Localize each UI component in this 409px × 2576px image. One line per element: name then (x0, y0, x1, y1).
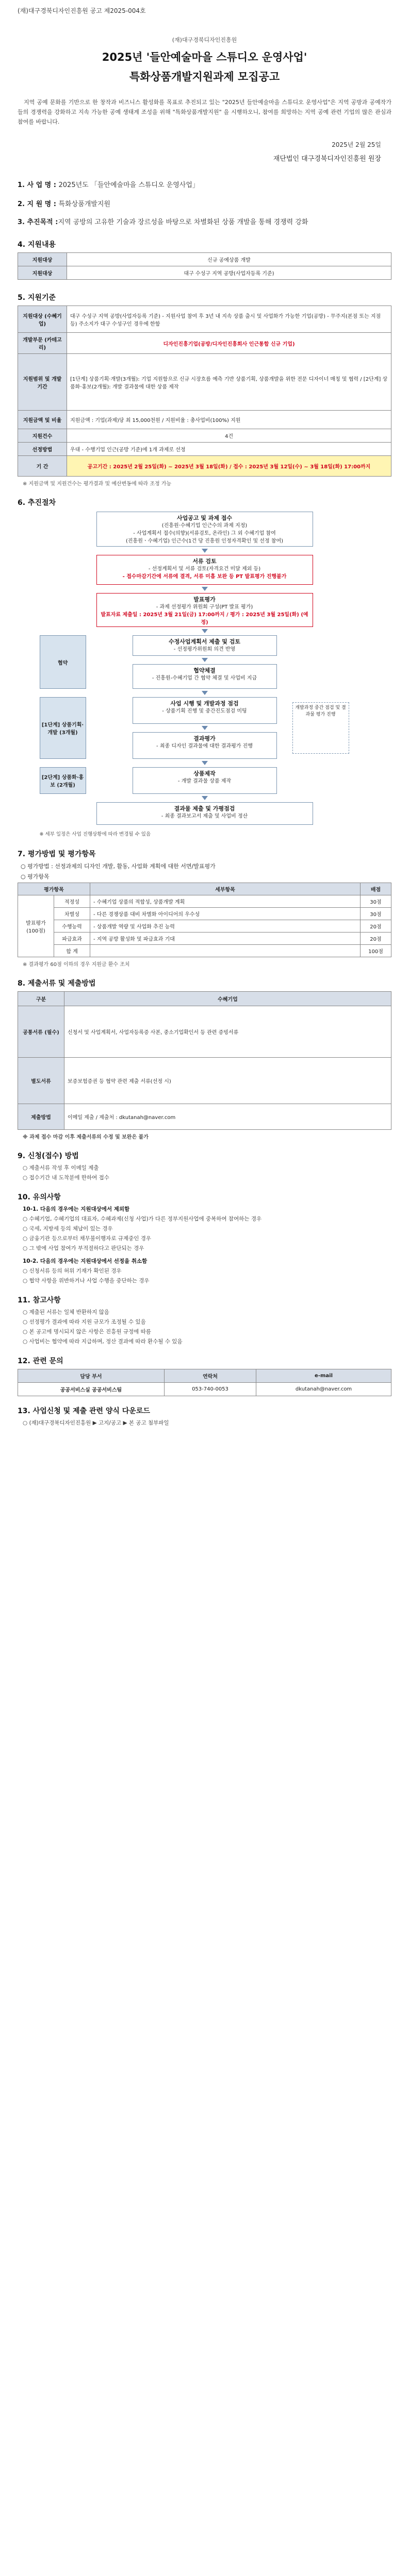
table-row: 수행능력 - 상품개발 역량 및 사업화 추진 능력 20점 (18, 920, 391, 933)
caution-item: ○ 금융기관 등으로부터 채무불이행자로 규제중인 경우 (23, 1235, 151, 1242)
flow-side-stage2: [2단계] 상품화·홍보 (2개월) (40, 767, 86, 794)
table-row: 공공서비스실 공공서비스팀 053-740-0053 dkutanah@naver.com (18, 1383, 391, 1396)
section-3: 3. 추진목적 : 지역 공방의 고유한 기술과 장르성을 바탕으로 차별화된 상품 개발을 통해 경쟁력 강화 (18, 217, 391, 228)
table-row: 지원금액 및 비율 지원금액 : 기업(과제)당 최 15,000천원 / 지원비율 : 총사업비(100%) 지원 (18, 411, 391, 429)
table-row: 제출방법 이메일 제출 / 제출처 : dkutanah@naver.com (18, 1104, 391, 1130)
table-row: 공통서류 (필수) 신청서 및 사업계획서, 사업자등록증 사본, 중소기업확인서 등 관련 증빙서류 (18, 1006, 391, 1058)
table-row: 지원대상 신규 공예상품 개발 (18, 253, 391, 266)
table-row: 기 간 공고기간 : 2025년 2월 25일(화) ~ 2025년 3월 18일(화) / 접수 : 2025년 3월 12일(수) ~ 3월 18일(화) 17:00까지 (18, 456, 391, 477)
table-row: 별도서류 보증보험증권 등 협약 관련 제출 서류(선정 시) (18, 1058, 391, 1104)
section-5-title: 5. 지원기준 (18, 294, 56, 302)
criteria-table (18, 306, 391, 477)
flow-arrow (202, 629, 208, 633)
intro-paragraph: 지역 공예 문화를 기반으로 한 창작과 비즈니스 활성화를 목표로 추진되고 있는 "2025년 들안예술마을 스튜디오 운영사업"은 지역 공방과 공예작가들의 경쟁력을 강화하고 지속 가능한 공예 생태계 조성을 위해 "특화상품개발지원" 을 시행하오니, 참여를 희망하는 지역 공예 관련 기업의 많은 관심과 참여를 바랍니다. (18, 99, 391, 125)
section-4-title: 4. 지원내용 (18, 241, 56, 249)
flow-step-final-report: 결과물 제출 및 가평점검 - 최종 결과보고서 제출 및 사업비 정산 (96, 802, 313, 825)
flow-side-agreement: 협약 (40, 635, 86, 689)
caution-item: ○ 신청서류 등의 허위 기재가 확인된 경우 (23, 1268, 122, 1274)
flow-footnote: ※ 세부 일정은 사업 진행상황에 따라 변경될 수 있음 (39, 832, 151, 837)
section-1-value: 2025년도 「들안예술마을 스튜디오 운영사업」 (58, 181, 199, 189)
table-header-row: 구분 수혜기업 (18, 992, 391, 1006)
support-table (18, 252, 391, 280)
flow-step-contract: 협약체결 - 진흥원-수혜기업 간 협약 체결 및 사업비 지급 (133, 664, 277, 689)
table-row: 지원건수 4건 (18, 429, 391, 443)
evaluation-method: ○ 평가방법 : 선정과제의 디자인 개발, 활동, 사업화 계획에 대한 서면/발표평가 (21, 863, 216, 870)
reference-item: ○ 제출된 서류는 일체 반환하지 않음 (23, 1309, 109, 1315)
flow-arrow (202, 549, 208, 553)
caution-item: ○ 국세, 지방세 등의 체납이 있는 경우 (23, 1226, 113, 1232)
flow-arrow (202, 796, 208, 800)
documents-table (18, 991, 391, 1130)
flow-step-document-review: 서류 검토 - 선정계획서 및 서류 검토(자격요건 미달 제외 등) - 접수마감기간에 서류에 결격, 서류 미흡 보완 등 PT 발표평가 진행불가 (96, 555, 313, 585)
section-2: 2. 지 원 명 : 특화상품개발지원 (18, 200, 110, 208)
section-6-title: 6. 추진절차 (18, 499, 56, 507)
section-9-title: 9. 신청(접수) 방법 (18, 1152, 79, 1160)
flow-check-note: 개발과정 중간 점검 및 결과물 평가 진행 (292, 702, 349, 754)
notice-number: (재)대구경북디자인진흥원 공고 제2025-004호 (18, 7, 146, 14)
contact-table (18, 1369, 391, 1396)
flow-step-presentation: 발표평가 - 과제 선정평가 위원회 구성(PT 발표 평가) 발표자료 제출일 : 2025년 3월 21일(금) 17:00까지 / 평가 : 2025년 3월 25일(화) (예정) (96, 593, 313, 627)
caution-item: ○ 그 밖에 사업 참여가 부적절하다고 판단되는 경우 (23, 1245, 144, 1251)
reference-item: ○ 선정평가 결과에 따라 지원 규모가 조정될 수 있음 (23, 1319, 146, 1325)
table-row: 지원대상 대구 수성구 지역 공방(사업자등록 기준) (18, 266, 391, 280)
caution-item: ○ 수혜기업, 수혜기업의 대표자, 수혜과제(신청 사업)가 다른 정부지원사업에 중복하여 참여하는 경우 (23, 1216, 262, 1222)
download-line[interactable]: ○ (재)대구경북디자인진흥원 ▶ 고지/공고 ▶ 본 공고 첨부파일 (23, 1420, 169, 1426)
caution-heading: 10-2. 다음의 경우에는 지원대상에서 선정을 취소함 (23, 1258, 148, 1264)
flow-side-stage1: [1단계] 상품기획·개발 (3개월) (40, 697, 86, 759)
application-line: ○ 제출서류 작성 후 이메일 제출 (23, 1165, 99, 1171)
flow-step-execution: 사업 시행 및 개발과정 점검 - 상품기획 진행 및 중간진도점검 미팅 (133, 697, 277, 724)
section-11-title: 11. 참고사항 (18, 1296, 61, 1304)
section-3-value: 지역 공방의 고유한 기술과 장르성을 바탕으로 차별화된 상품 개발을 통해 경쟁력 강화 (58, 218, 308, 226)
section-10-title: 10. 유의사항 (18, 1193, 61, 1201)
flow-arrow (202, 587, 208, 591)
table-row: 파급효과 - 지역 공방 활성화 및 파급효과 기대 20점 (18, 933, 391, 945)
caution-heading: 10-1. 다음의 경우에는 지원대상에서 제외함 (23, 1206, 130, 1212)
section-12-title: 12. 관련 문의 (18, 1357, 63, 1365)
flow-arrow (202, 691, 208, 695)
page-title-line2: 특화상품개발지원과제 모집공고 (129, 71, 280, 83)
criteria-note: ※ 지원금액 및 지원건수는 평가결과 및 예산변동에 따라 조정 가능 (23, 481, 172, 487)
evaluation-table (18, 883, 391, 957)
flow-step-announce: 사업공고 및 과제 접수 (진흥원·수혜기업 인근수의 과제 지정) - 사업계획서 접수(의향)(서류검토, 온라인) 그 외 수혜기업 참여 (진흥원ㆍ수혜기업) 인근수(1건 당 진흥원 인정자격확인 및 선정 참여) (96, 512, 313, 547)
section-7-title: 7. 평가방법 및 평가항목 (18, 850, 96, 858)
evaluation-items-title: ○ 평가항목 (21, 873, 50, 880)
contact-email-link[interactable]: dkutanah@naver.com (256, 1383, 391, 1396)
table-row: 합 계 100점 (18, 945, 391, 957)
section-8-title: 8. 제출서류 및 제출방법 (18, 979, 96, 988)
table-row: 차별성 - 다른 경쟁상품 대비 차별화 아이디어의 우수성 30점 (18, 908, 391, 920)
notice-date: 2025년 2월 25일 (332, 141, 381, 148)
table-row: 발표평가 (100점) 적정성 - 수혜기업 상품의 적합성, 상품개발 계획 30점 (18, 895, 391, 908)
flow-arrow (202, 658, 208, 662)
sponsor-label: (재)대구경북디자인진흥원 (172, 37, 237, 43)
application-line: ○ 접수기간 내 도착분에 한하여 접수 (23, 1175, 109, 1181)
table-header-row: 담당 부서 연락처 e-mail (18, 1369, 391, 1383)
flow-step-revised-plan: 수정사업계획서 제출 및 검토 - 선정평가위원회 의견 반영 (133, 635, 277, 656)
process-flowchart (40, 512, 370, 839)
table-row: 지원범위 및 개발기간 [1단계] 상품기획·개발(3개월): 기업 지원함으로 신규 시장흐름 예측 기반 상품기획, 상품개발을 위한 전문 디자이너 매칭 및 협력 / [2단계] 상품화·홍보(2개월): 개발 결과물에 대한 상품 제작 (18, 354, 391, 411)
caution-item: ○ 협약 사항을 위반하거나 사업 수행을 중단하는 경우 (23, 1278, 150, 1284)
evaluation-note: ※ 결과평가 60점 이하의 경우 지원금 환수 조치 (23, 962, 130, 968)
flow-step-production: 상품제작 - 개발 결과물 상품 제작 (133, 767, 277, 794)
section-1: 1. 사 업 명 : 2025년도 「들안예술마을 스튜디오 운영사업」 (18, 181, 199, 189)
table-row: 선정방법 우대 - 수행기업 인근(공방 기준)에 1개 과제로 선정 (18, 443, 391, 456)
flow-step-result-eval: 결과평가 - 최종 디자인 결과물에 대한 결과평가 진행 (133, 732, 277, 759)
section-2-value: 특화상품개발지원 (58, 200, 110, 208)
flow-arrow (202, 761, 208, 765)
issuer-org: 재단법인 대구경북디자인진흥원 원장 (273, 155, 381, 163)
section-13-title: 13. 사업신청 및 제출 관련 양식 다운로드 (18, 1407, 150, 1415)
table-header-row: 평가항목 세부항목 배점 (18, 883, 391, 895)
table-row: 지원대상 (수혜기업) 대구 수성구 지역 공방(사업자등록 기준) - 지원사업 참여 후 3년 내 지속 상품 출시 및 사업화가 가능한 기업(공방) - 무주지(본점 또는 지점 등) 주소지가 대구 수성구인 경우에 한함 (18, 306, 391, 333)
table-row: 개발부문 (카테고리) 디자인진흥기업(공방/디자인진흥회사 인근통합 신규 기업) (18, 333, 391, 354)
reference-item: ○ 사업비는 협약에 따라 지급하며, 정산 결과에 따라 환수될 수 있음 (23, 1338, 183, 1345)
documents-warning: ※ 과제 접수 마감 이후 제출서류의 수정 및 보완은 불가 (23, 1134, 149, 1140)
reference-item: ○ 본 공고에 명시되지 않은 사항은 진흥원 규정에 따름 (23, 1329, 151, 1335)
page-title-line1: 2025년 '들안예술마을 스튜디오 운영사업' (102, 51, 307, 63)
flow-arrow (202, 726, 208, 730)
